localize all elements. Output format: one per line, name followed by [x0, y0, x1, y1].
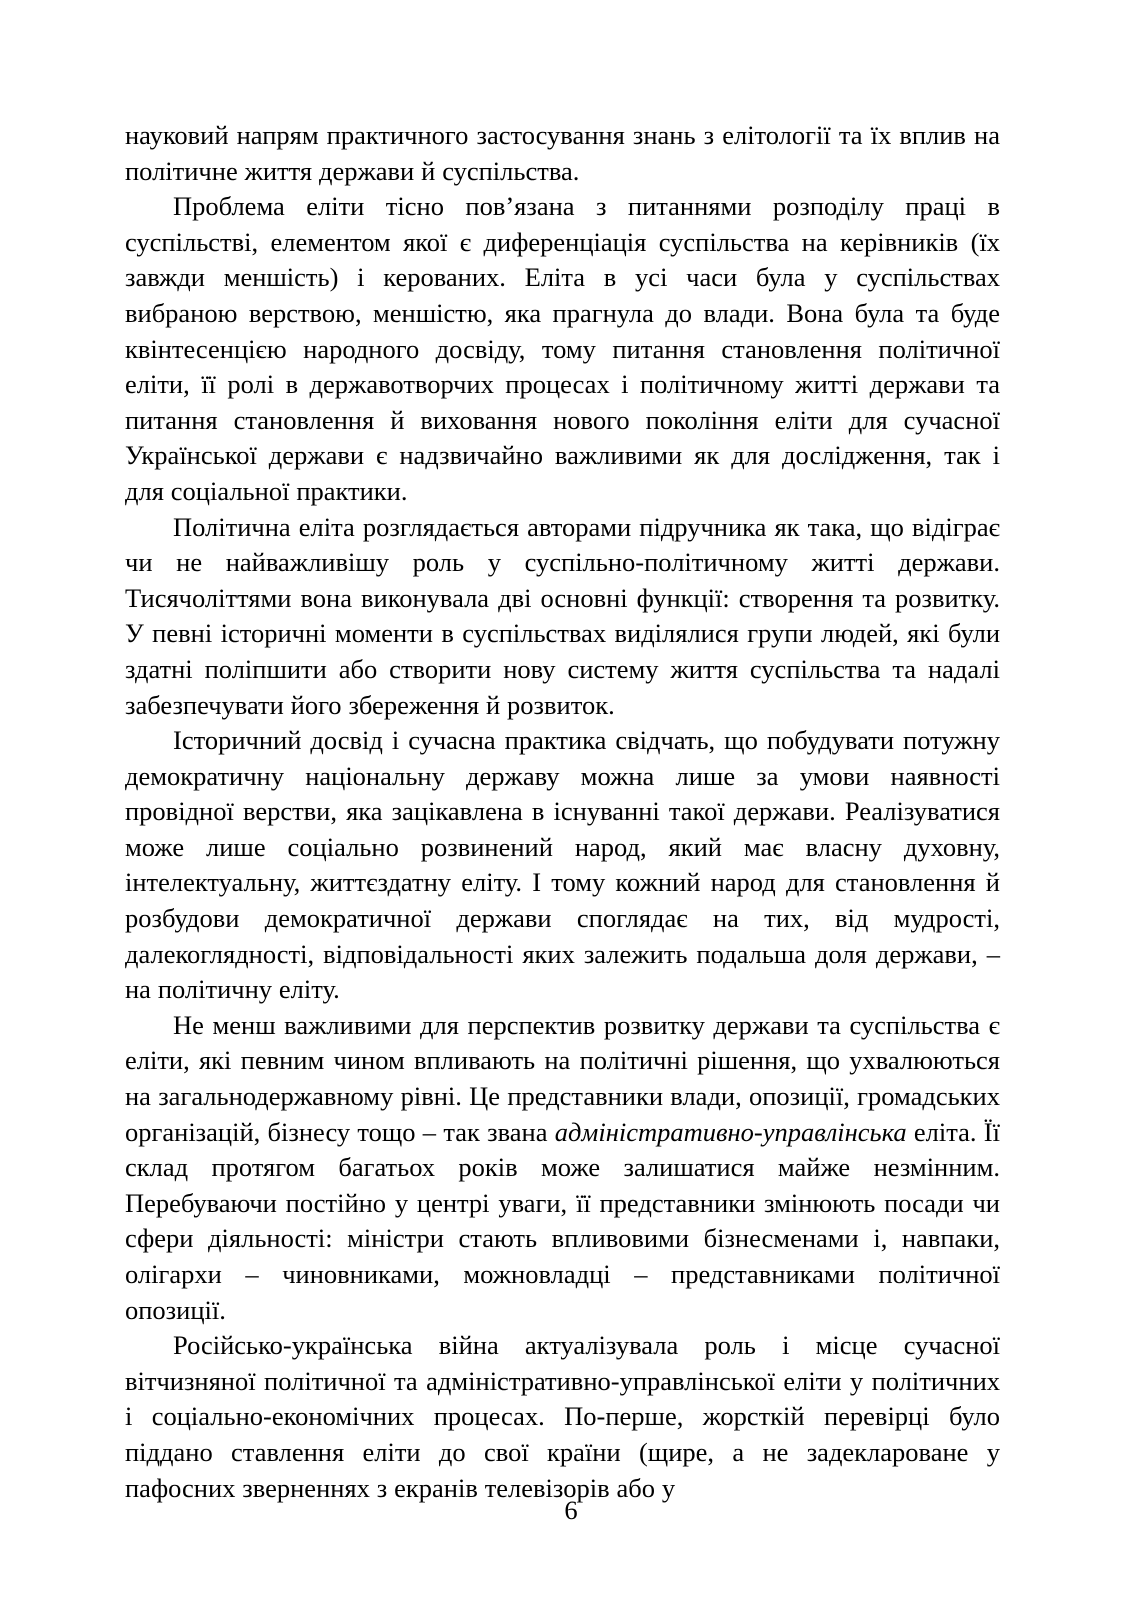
- paragraph-6: Російсько-українська війна актуалізувала роль і місце сучасної вітчизняної політичної та адміністративно-управлінської еліти у політичних і соціально-економічних процесах. По-перше, жорсткій перевірці було піддано ставлення еліти до свої країни (щире, а не задеклароване у пафосних зверненнях з екранів телевізорів або у: [125, 1330, 1000, 1503]
- page-number: 6: [564, 1495, 578, 1525]
- paragraph-5-segment-tail: еліта. Її склад протягом багатьох років може залишатися майже незмінним. Перебуваючи постійно у центрі уваги, її представники змінюють посади чи сфери діяльності: міністри стають впливовими бізнесменами і, навпаки, олігархи – чиновниками, можновладці – представниками політичної опозиції.: [125, 1116, 1000, 1325]
- paragraph-2: Проблема еліти тісно пов’язана з питаннями розподілу праці в суспільстві, елементом якої є диференціація суспільства на керівників (їх завжди меншість) і керованих. Еліта в усі часи була у суспільствах вибраною верствою, меншістю, яка прагнула до влади. Вона була та буде квінтесенцією народного досвіду, тому питання становлення політичної еліти, її ролі в державотворчих процесах і політичному житті держави та питання становлення й виховання нового покоління еліти для сучасної Української держави є надзвичайно важливими як для дослідження, так і для соціальної практики.: [125, 191, 1000, 506]
- paragraph-3: Політична еліта розглядається авторами підручника як така, що відіграє чи не найважливішу роль у суспільно-політичному житті держави. Тисячоліттями вона виконувала дві основні функції: створення та розвитку. У певні історичні моменти в суспільствах виділялися групи людей, які були здатні поліпшити або створити нову систему життя суспільства та надалі забезпечувати його збереження й розвиток.: [125, 511, 1000, 720]
- paragraph-5-segment-lead: Не менш важливими для перспектив розвитку держави та суспільства є еліти, які певним чином впливають на політичні рішення, що ухвалюються на загальнодержавному рівні. Це представники влади, опозиції, громадських організацій, бізнесу тощо – так звана: [125, 1009, 1000, 1147]
- paragraph-4: Історичний досвід і сучасна практика свідчать, що побудувати потужну демократичну національну державу можна лише за умови наявності провідної верстви, яка зацікавлена в існуванні такої держави. Реалізуватися може лише соціально розвинений народ, який має власну духовну, інтелектуальну, життєздатну еліту. І тому кожний народ для становлення й розбудови демократичної держави споглядає на тих, від мудрості, далекоглядності, відповідальності яких залежить подальша доля держави, – на політичну еліту.: [125, 725, 1000, 1005]
- paragraph-5: [125, 1008, 1000, 1328]
- paragraph-5-emphasis-administrative-managerial: адміністративно-управлінська: [554, 1116, 907, 1147]
- paragraph-1: науковий напрям практичного застосування знань з елітології та їх вплив на політичне життя держави й суспільства.: [125, 120, 1000, 186]
- page-text-block: [125, 118, 1000, 1506]
